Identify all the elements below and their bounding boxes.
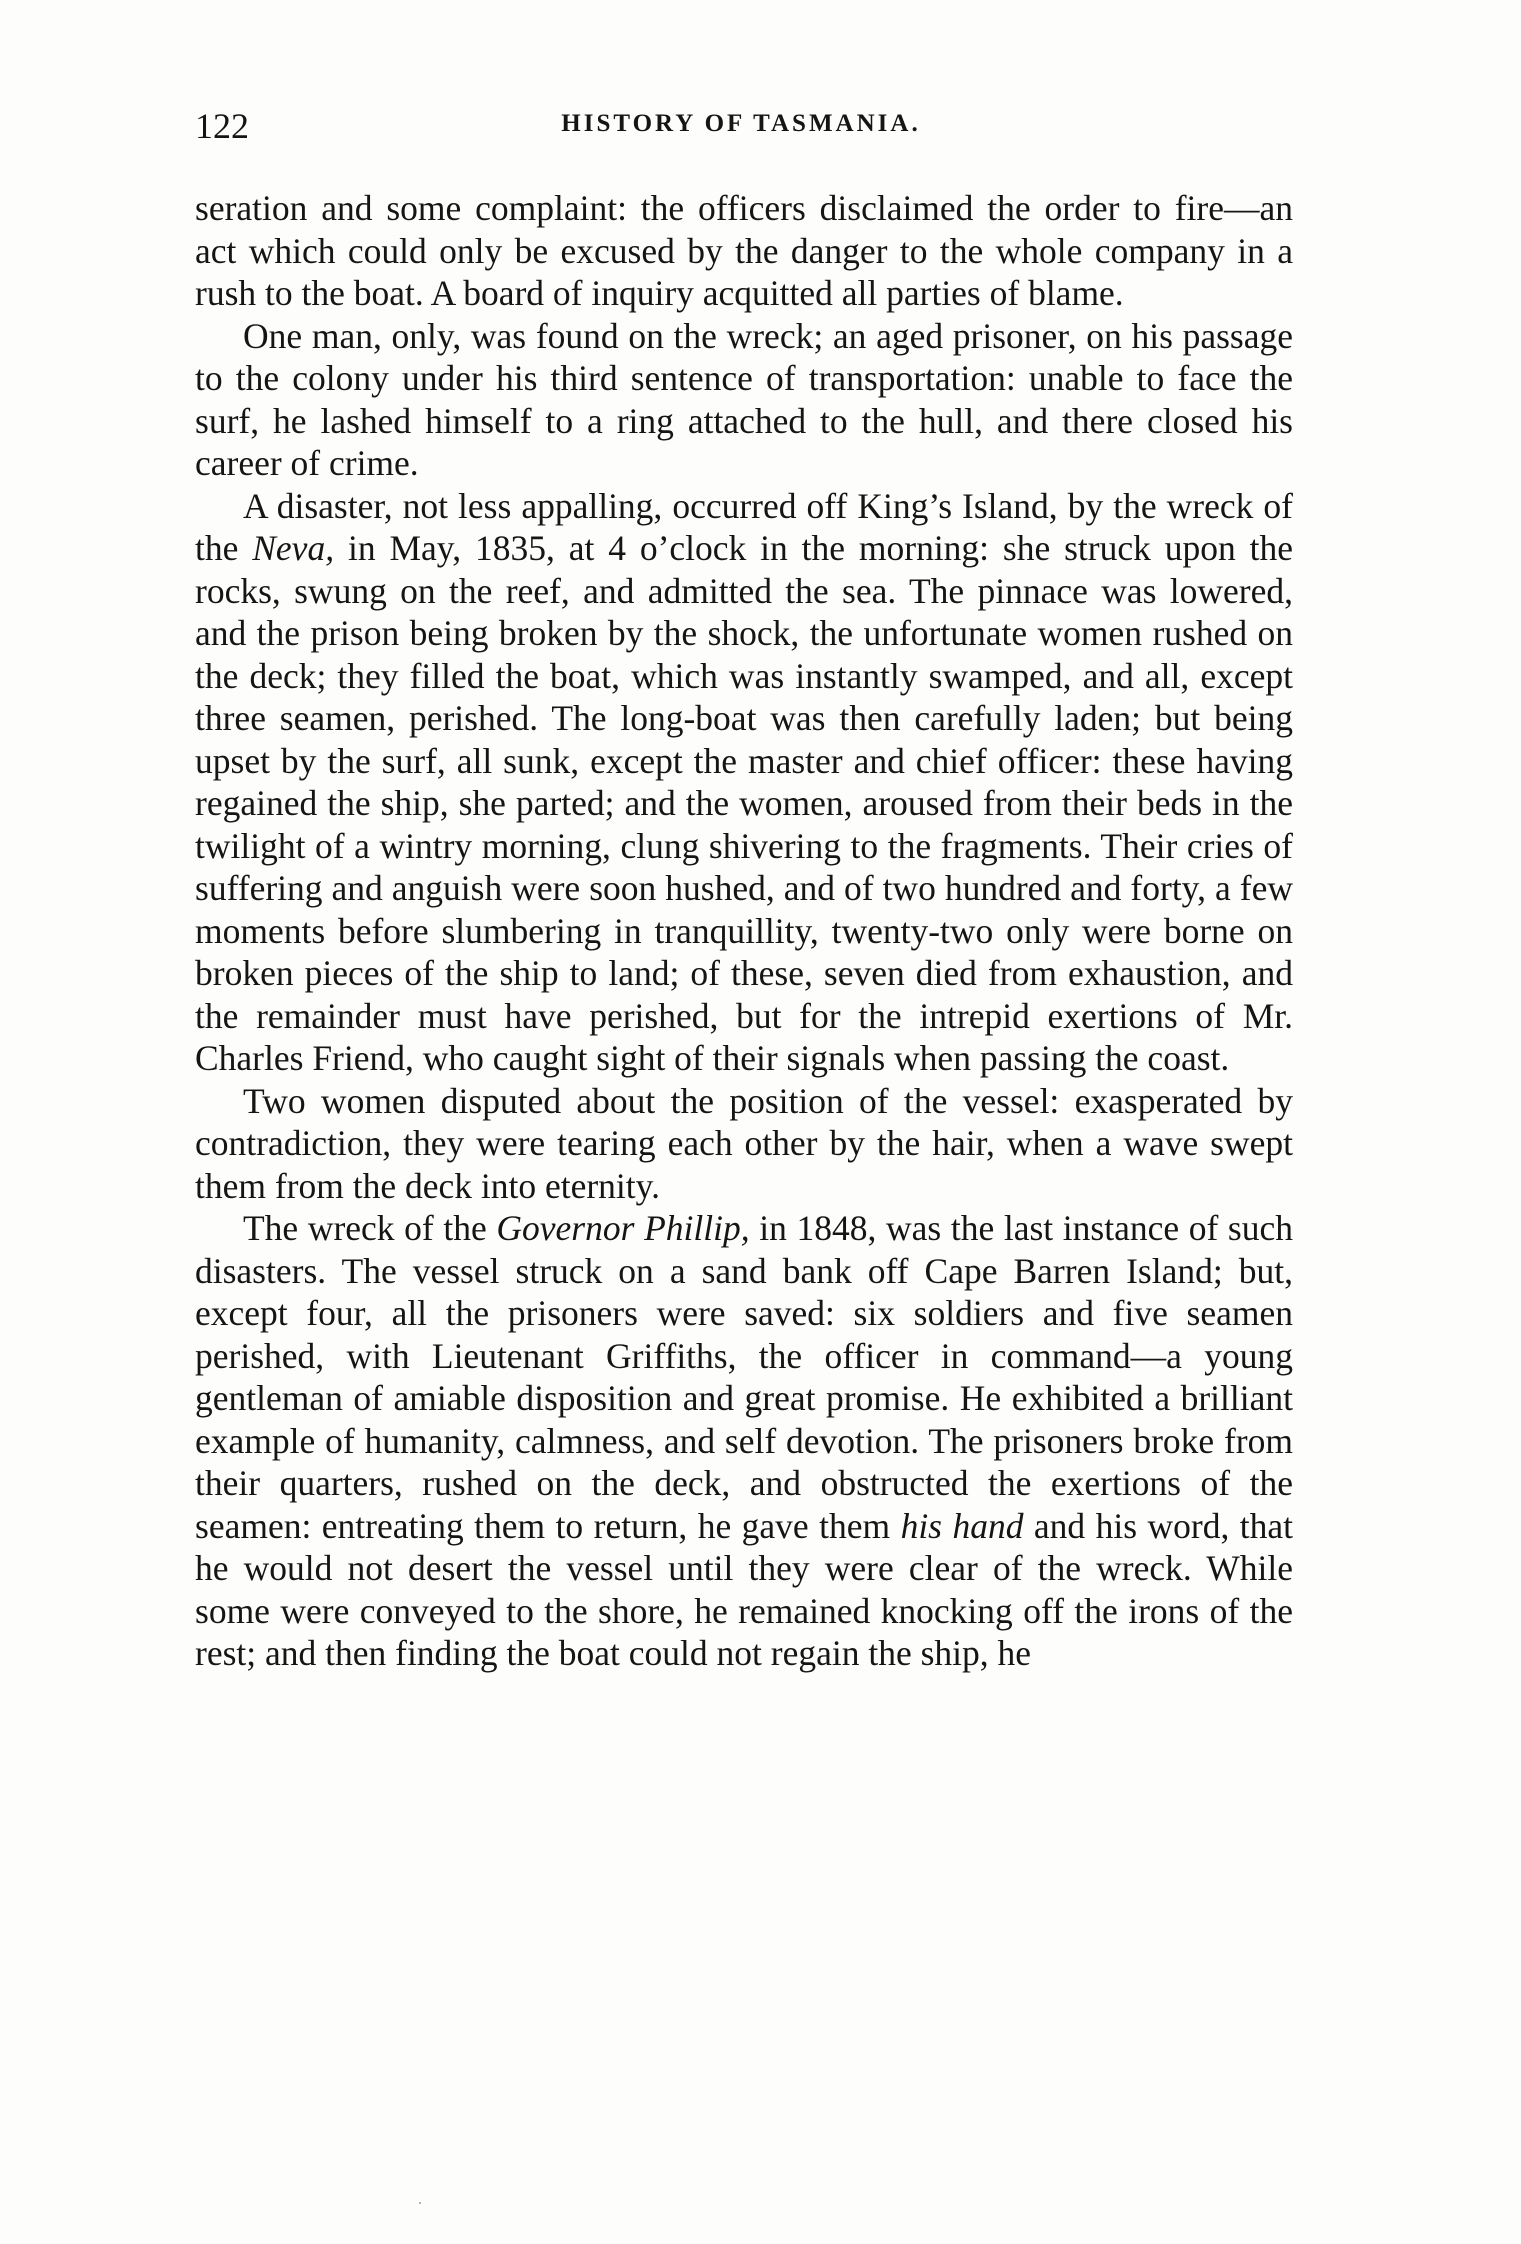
body-text — [195, 187, 1293, 1675]
paragraph-5-text-b: in 1848, was the last instance of such disasters. The vessel struck on a sand bank off Cape Barren Island; but, except four, all the prisoners were saved: six soldiers and five seamen perished, with Lieutenant Griffiths, the officer in command—a young gentleman of amiable disposition and great promise. He exhibited a brilliant example of humanity, calmness, and self devotion. The prisoners broke from their quarters, rushed on the deck, and obstructed the exertions of the seamen: entreating them to return, he gave them — [195, 1208, 1293, 1546]
paragraph-3 — [195, 485, 1293, 1080]
paragraph-1: seration and some complaint: the officers disclaimed the order to fire—an act which could only be excused by the danger to the whole company in a rush to the boat. A board of inquiry acquitted all parties of blame. — [195, 188, 1293, 313]
emphasis-his-hand: his hand — [900, 1505, 1024, 1546]
ship-name-neva: Neva, — [252, 528, 335, 568]
paragraph-3-text-b: in May, 1835, at 4 o’clock in the morning: she struck upon the rocks, swung on the reef, and admitted the sea. The pinnace was lowered, and the prison being broken by the shock, the unfortunate women rushed on the deck; they filled the boat, which was instantly swamped, and all, except three seamen, perished. The long-boat was then carefully laden; but being upset by the surf, all sunk, except the master and chief officer: these having regained the ship, she parted; and the women, aroused from their beds in the twilight of a wintry morning, clung shivering to the fragments. Their cries of suffering and anguish were soon hushed, and of two hundred and forty, a few moments before slumbering in tranquillity, twenty-two only were borne on broken pieces of the ship to land; of these, seven died from exhaustion, and the remainder must have perished, but for the intrepid exertions of Mr. Charles Friend, who caught sight of their signals when passing the coast. — [195, 528, 1293, 1078]
paragraph-5-text-a: The wreck of the — [243, 1208, 497, 1248]
page-number: 122 — [195, 106, 249, 146]
paragraph-2: One man, only, was found on the wreck; an aged prisoner, on his passage to the colony under his third sentence of transportation: unable to face the surf, he lashed himself to a ring attached to the hull, and there closed his career of crime. — [195, 315, 1293, 483]
running-header — [195, 104, 1287, 154]
paragraph-3-text-a: A disaster, not less appalling, occurred off King’s Island, by the wreck of the — [195, 485, 1293, 568]
paragraph-5-text-c: and his word, that he would not desert the vessel until they were clear of the wreck. While some were conveyed to the shore, he remained knocking off the irons of the rest; and then finding the boat could not regain the ship, he — [195, 1505, 1293, 1673]
paragraph-4: Two women disputed about the position of the vessel: exasperated by contradiction, they were tearing each other by the hair, when a wave swept them from the deck into eternity. — [195, 1080, 1293, 1206]
paper-speck — [419, 2202, 421, 2204]
ship-name-governor-phillip: Governor Phillip, — [496, 1208, 750, 1248]
paragraph-5 — [195, 1207, 1293, 1675]
running-title: HISTORY OF TASMANIA. — [561, 110, 921, 137]
